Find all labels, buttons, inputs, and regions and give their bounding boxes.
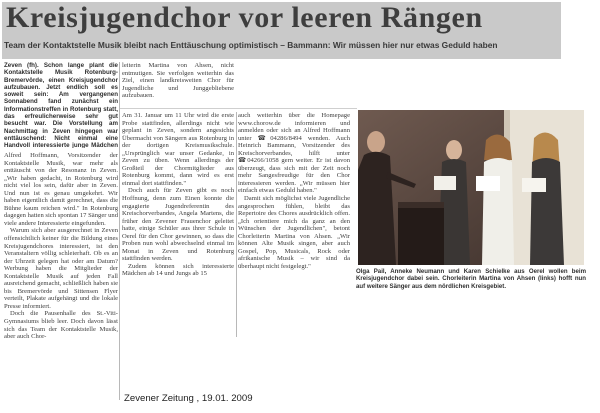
- paragraph: Warum sich aber ausgerechnet in Zeven offensichtlich keiner für die Bildung eines Kreisjugendchores interessiert, ist den Veranstaltern völlig schleierhaft. Ob es an der Uhrzeit gelegen hat oder am Datum? Werbung haben die Mitglieder der Kontaktstelle Musik auf jeden Fall ausreichend gemacht, schließlich haben sie bis Bremervörde und Sittensen Flyer verteilt, Plakate aufgehängt und die lokale Presse informiert.: [4, 227, 118, 310]
- lead-paragraph: Zeven (fh). Schon lange plant die Kontaktstelle Musik Rotenburg-Bremervörde, einen Kreisjugendchor aufzubauen. Jetzt endlich soll es soweit sein: Am vergangenen Sonnabend fand zunächst ein Informationstreffen in Rotenburg statt, das erfreulicherweise sehr gut besucht war. Die Vorstellung am Nachmittag in Zeven hingegen war enttäuschend: Nicht einmal eine Handvoll interessierte junge Mädchen: [4, 62, 118, 148]
- paragraph: Doch auch für Zeven gibt es noch Hoffnung, denn zum Einen konnte die engagierte Jugendreferentin des Kreischorverbandes, Angela Martens, die früher den Zevener Frauenchor geleitet hatte, einige Schüler aus ihrer Schule in Oerel für den Chor gewinnen, so dass die Proben nun wohl abwechselnd einmal im Monat in Zeven und Rotenburg stattfinden werden.: [122, 187, 234, 263]
- paragraph: Am 31. Januar um 11 Uhr wird die erste Probe stattfinden, allerdings nicht wie geplant in Zeven, sondern angesichts Übermacht von Sängern aus Rotenburg in der dortigen Kreismusikschule. „Ursprünglich war unser Gedanke, in Zeven zu üben. Wenn allerdings der Großteil der Chormitglieder aus Rotenburg kommt, dann wird es erst einmal dort stattfinden.": [122, 112, 234, 187]
- choir-photo: [358, 110, 584, 265]
- column-divider: [119, 62, 120, 400]
- photo-caption: Olga Pail, Anneke Neumann und Karen Schielke aus Oerel wollen beim Kreisjugendchor dabei sein. Chorleiterin Martina von Ahsen (links) hofft nun auf weitere Sänger aus dem nördlichen Kreisgebiet.: [356, 268, 586, 290]
- article-column-2: [122, 112, 234, 337]
- headline: Kreisjugendchor vor leeren Rängen: [6, 1, 483, 34]
- article-column-1: [4, 152, 118, 400]
- article-column-3: [238, 112, 350, 337]
- paragraph: leiterin Martina von Ahsen, nicht entmutigen. Sie verfolgen weiterhin das Ziel, einen landkreisweiten Chor für Jugendliche und Junggebliebene aufzubauen.: [122, 62, 234, 100]
- paragraph: Damit sich möglichst viele Jugendliche angesprochen fühlen, bleibt das Repertoire des Chores ausdrücklich offen. „Ich orientiere mich da ganz an den Wünschen der Jugendlichen", betont Chorleiterin Martina von Ahsen. „Wir können Alte Musik singen, aber auch Gospel, Pop, Musicals, Rock oder afrikanische Musik – wir sind da überhaupt nicht festgelegt.": [238, 195, 350, 270]
- subheadline: Team der Kontaktstelle Musik bleibt nach Enttäuschung optimistisch – Bammann: Wir müssen hier nur etwas Geduld haben: [4, 40, 498, 50]
- horizontal-rule: [120, 108, 357, 109]
- paragraph: Doch die Pausenhalle des St.-Viti-Gymnasiums blieb leer. Doch davon lässt sich das Team der Kontaktstelle Musik, aber auch Chor-: [4, 310, 118, 341]
- paragraph: Zudem können sich interessierte Mädchen ab 14 und Jungs ab 15: [122, 262, 234, 278]
- paragraph: Alfred Hoffmann, Vorsitzender der Kontaktstelle Musik, war mehr als enttäuscht von der Resonanz in Zeven. „Wir haben gedacht, in Rotenburg wird nicht viel los sein, dafür aber in Zeven. Und nun ist es genau umgekehrt. Wir haben eigentlich damit gerechnet, dass die Bühne kaum reichen wird." In Rotenburg dagegen hatten sich spontan 17 Sänger und viele andere Interessierte eingefunden.: [4, 152, 118, 227]
- article-column-2-top: [122, 62, 234, 106]
- choir-photo-image: [358, 110, 584, 265]
- source-citation: Zevener Zeitung , 19.01. 2009: [124, 393, 253, 404]
- column-divider: [236, 112, 237, 337]
- paragraph: auch weiterhin über die Homepage www.chorow.de informieren und anmelden oder sich an Alfred Hoffmann unter ☎04286/8494 wenden. Auch Heinrich Bammann, Vorsitzender des Kreischorverbandes, hilft unter ☎04266/1058 gern weiter. Er ist davon überzeugt, dass sich mit der Zeit noch mehr Sangesfreudige für den Chor interessieren werden. „Wir müssen hier einfach etwas Geduld haben.": [238, 112, 350, 195]
